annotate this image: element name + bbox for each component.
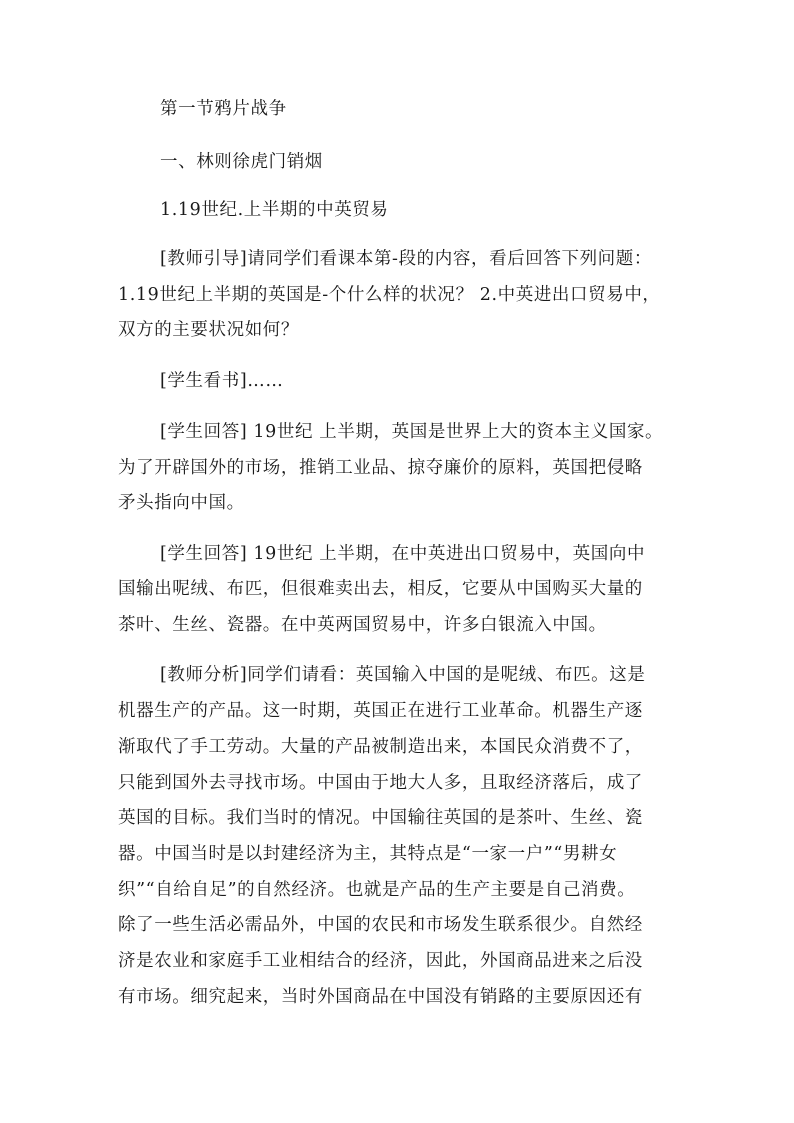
paragraph-line: 济是农业和家庭手工业相结合的经济，因此，外国商品进来之后没 [118, 951, 643, 971]
paragraph-line: [教师分析]同学们请看：英国输入中国的是呢绒、布匹。这是 [160, 665, 646, 685]
paragraph-line: 为了开辟国外的市场，推销工业品、掠夺廉价的原料，英国把侵略 [118, 458, 643, 478]
section-heading: 一、林则徐虎门销烟 [160, 152, 323, 172]
paragraph-line: 茶叶、生丝、瓷器。在中英两国贸易中，许多白银流入中国。 [118, 615, 607, 635]
paragraph-line: [学生回答] 19世纪 上半期，在中英进出口贸易中，英国向中 [160, 544, 646, 564]
paragraph-line: 织”“自给自足”的自然经济。也就是产品的生产主要是自己消费。 [118, 880, 636, 900]
paragraph-line: [学生回答] 19世纪 上半期，英国是世界上大的资本主义国家。 [160, 422, 664, 442]
paragraph-line: 机器生产的产品。这一时期，英国正在进行工业革命。机器生产逐 [118, 701, 643, 721]
paragraph-line: 国输出呢绒、布匹，但很难卖出去，相反，它要从中国购买大量的 [118, 579, 643, 599]
subsection-heading: 1.19世纪.上半期的中英贸易 [160, 200, 389, 220]
paragraph-line: 双方的主要状况如何？ [118, 320, 299, 340]
paragraph-line: [学生看书]…… [160, 371, 284, 391]
paragraph-line: 有市场。细究起来，当时外国商品在中国没有销路的主要原因还有 [118, 987, 643, 1007]
paragraph-line: 渐取代了手工劳动。大量的产品被制造出来，本国民众消费不了， [118, 737, 643, 757]
paragraph-line: 1.19世纪上半期的英国是-个什么样的状况？ 2.中英进出口贸易中， [118, 285, 661, 305]
paragraph-line: 只能到国外去寻找市场。中国由于地大人多，且取经济落后，成了 [118, 773, 643, 793]
paragraph-line: [教师引导]请同学们看课本第-段的内容，看后回答下列问题： [160, 249, 652, 269]
paragraph-line: 矛头指向中国。 [118, 493, 245, 513]
document-title: 第一节鸦片战争 [160, 99, 287, 119]
paragraph-line: 除了一些生活必需品外，中国的农民和市场发生联系很少。自然经 [118, 915, 643, 935]
paragraph-line: 英国的目标。我们当时的情况。中国输往英国的是茶叶、生丝、瓷 [118, 808, 643, 828]
paragraph-line: 器。中国当时是以封建经济为主，其特点是“一家一户”“男耕女 [118, 844, 618, 864]
